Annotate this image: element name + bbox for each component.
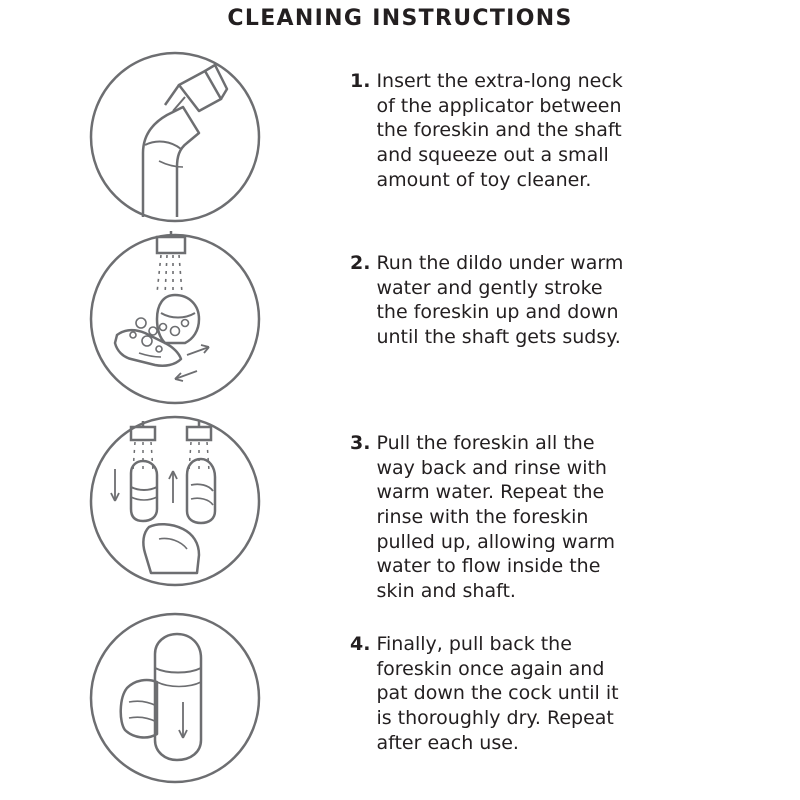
shower-head-hand-suds-icon (87, 231, 263, 407)
step-item (0, 49, 800, 225)
applicator-tube-and-shaft-icon (87, 49, 263, 225)
step-4-illustration (0, 610, 350, 786)
step-2-illustration (0, 231, 350, 407)
step-number: 4. (350, 632, 371, 655)
step-1-illustration (0, 49, 350, 225)
step-item (0, 231, 800, 407)
step-text: Finally, pull back the foreskin once again and pat down the cock until it is thoroughly dry. Repeat after each use. (376, 632, 619, 754)
step-text: Pull the foreskin all the way back and rinse with warm water. Repeat the rinse with the foreskin pulled up, allowing warm water to flow inside the skin and shaft. (376, 432, 616, 603)
step-number: 2. (350, 252, 371, 274)
step-3-illustration (0, 413, 350, 589)
step-text: Insert the extra-long neck of the applicator between the foreskin and the shaft and squeeze out a small amount of toy cleaner. (376, 70, 623, 191)
step-2-text-block (350, 231, 800, 350)
steps-list (0, 49, 800, 786)
step-3-text-block (350, 413, 800, 604)
two-shower-heads-up-down-arrows-icon (87, 413, 263, 589)
step-number: 1. (350, 70, 371, 92)
step-4-text-block (350, 610, 800, 755)
hand-patting-dry-icon (87, 610, 263, 786)
step-item (0, 610, 800, 786)
step-1-text-block (350, 49, 800, 192)
page-title: CLEANING INSTRUCTIONS (227, 6, 573, 31)
step-item (0, 413, 800, 604)
step-number: 3. (350, 432, 371, 454)
step-text: Run the dildo under warm water and gently stroke the foreskin up and down until the shaft gets sudsy. (376, 252, 624, 349)
